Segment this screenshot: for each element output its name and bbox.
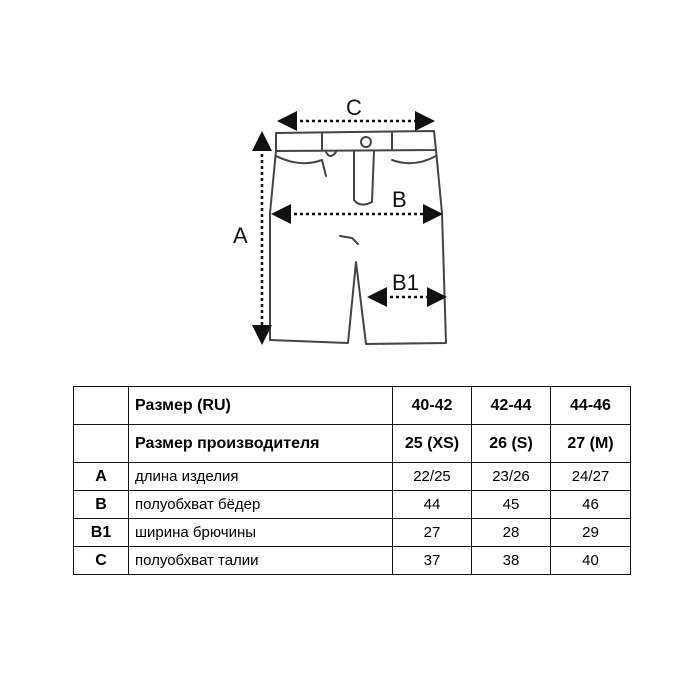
label-b1: B1	[392, 270, 419, 295]
size-value: 44-46	[551, 387, 631, 425]
label-b: B	[392, 187, 407, 212]
label-a: A	[233, 223, 248, 248]
measure-value: 27	[393, 519, 472, 547]
measure-code: B	[74, 491, 129, 519]
measure-value: 23/26	[472, 463, 551, 491]
measure-label: полуобхват талии	[129, 547, 393, 575]
size-value: 40-42	[393, 387, 472, 425]
header-code-cell	[74, 387, 129, 425]
measure-value: 46	[551, 491, 631, 519]
measure-label: полуобхват бёдер	[129, 491, 393, 519]
measure-label: ширина брючины	[129, 519, 393, 547]
measure-code: B1	[74, 519, 129, 547]
header-code-cell	[74, 425, 129, 463]
measure-value: 29	[551, 519, 631, 547]
measure-code: C	[74, 547, 129, 575]
size-value: 26 (S)	[472, 425, 551, 463]
measure-code: A	[74, 463, 129, 491]
measure-value: 38	[472, 547, 551, 575]
measure-value: 37	[393, 547, 472, 575]
header-row-manufacturer-size	[74, 425, 631, 463]
table-row	[74, 519, 631, 547]
table-row	[74, 491, 631, 519]
measure-value: 40	[551, 547, 631, 575]
size-table	[73, 386, 631, 575]
measure-value: 44	[393, 491, 472, 519]
size-value: 27 (M)	[551, 425, 631, 463]
header-label: Размер производителя	[129, 425, 393, 463]
measure-value: 28	[472, 519, 551, 547]
measure-value: 45	[472, 491, 551, 519]
header-label: Размер (RU)	[129, 387, 393, 425]
table-row	[74, 547, 631, 575]
size-value: 25 (XS)	[393, 425, 472, 463]
header-row-ru-size	[74, 387, 631, 425]
measure-label: длина изделия	[129, 463, 393, 491]
measure-value: 22/25	[393, 463, 472, 491]
label-c: C	[346, 95, 362, 120]
measure-value: 24/27	[551, 463, 631, 491]
shorts-outline	[270, 131, 446, 344]
table-row	[74, 463, 631, 491]
size-value: 42-44	[472, 387, 551, 425]
